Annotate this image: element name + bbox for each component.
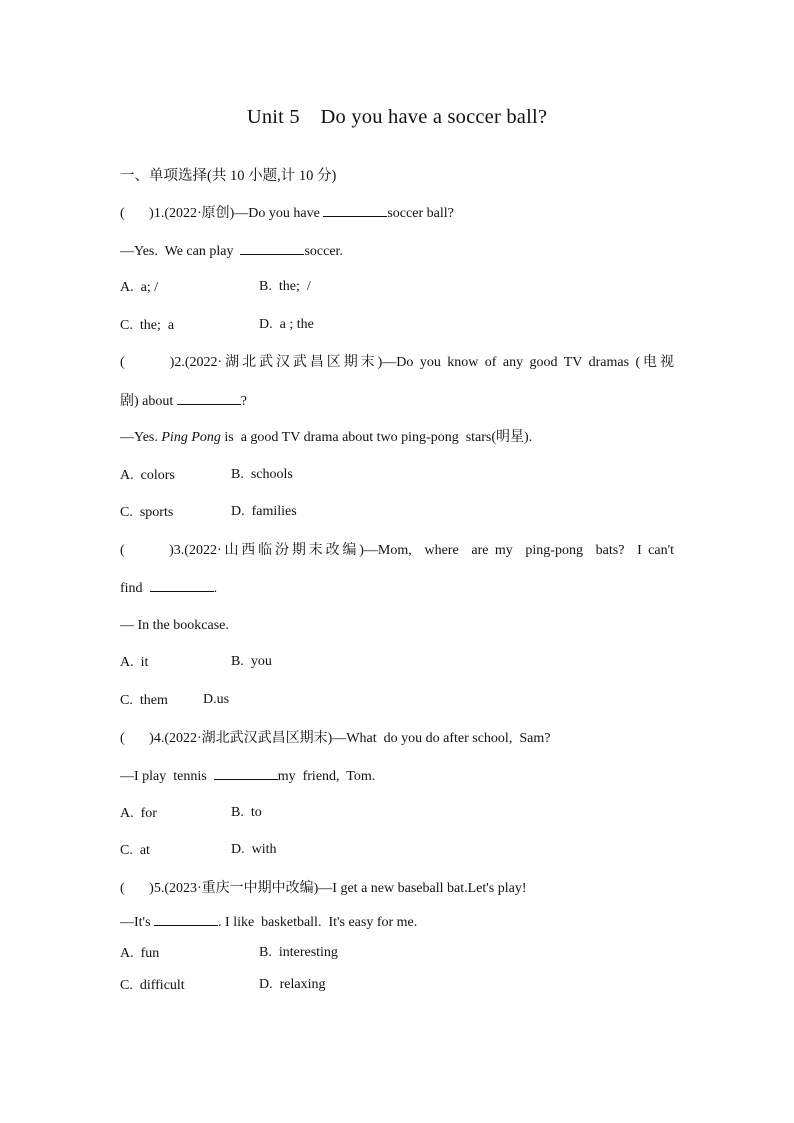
reply-text: —Yes. We can play (120, 244, 241, 259)
option-b: B. the; / (259, 279, 311, 294)
reply-tail: my friend, Tom. (277, 769, 376, 784)
option-c: C. the; a (120, 318, 175, 333)
reply-text: —It's (120, 915, 155, 930)
reply-prefix: —Yes. (120, 430, 162, 445)
question-2-continued (120, 392, 247, 411)
section-heading: 一、单项选择(共 10 小题,计 10 分) (120, 168, 337, 184)
reply-tail: . I like basketball. It's easy for me. (218, 915, 418, 930)
question-3-stem: find (120, 581, 150, 596)
question-3-continued (120, 579, 217, 598)
option-b: B. you (231, 654, 272, 669)
question-3: ( )3.(2022·山西临汾期末改编)—Mom, where are my ping-pong bats? I can't (120, 543, 674, 558)
question-4-reply (120, 767, 375, 786)
reply-tail: soccer. (304, 244, 343, 259)
option-b: B. to (231, 805, 262, 820)
option-d: D. with (231, 842, 277, 857)
option-c: C. at (120, 843, 150, 858)
question-1-stem: ( )1.(2022·原创)—Do you have (120, 206, 324, 221)
question-3-tail: . (213, 581, 218, 596)
option-c: C. sports (120, 505, 174, 520)
option-a: A. colors (120, 468, 175, 483)
option-d: D. relaxing (259, 977, 326, 992)
answer-blank (154, 913, 218, 926)
answer-blank (240, 242, 304, 255)
question-4: ( )4.(2022·湖北武汉武昌区期末)—What do you do after school, Sam? (120, 731, 551, 746)
option-a: A. a; / (120, 280, 159, 295)
page-title: Unit 5 Do you have a soccer ball? (246, 106, 548, 128)
reply-text: —I play tennis (120, 769, 214, 784)
question-1-tail: soccer ball? (387, 206, 454, 221)
option-d: D.us (203, 692, 230, 707)
option-a: A. for (120, 806, 157, 821)
question-5-reply (120, 913, 417, 932)
question-1 (120, 204, 454, 223)
question-1-reply (120, 242, 343, 261)
question-2-reply (120, 429, 532, 447)
drama-title: Ping Pong (161, 430, 221, 445)
question-3-reply: — In the bookcase. (120, 618, 229, 633)
question-5: ( )5.(2023·重庆一中期中改编)—I get a new baseball bat.Let's play! (120, 881, 527, 896)
option-c: C. them (120, 693, 168, 708)
option-b: B. schools (231, 467, 293, 482)
reply-suffix: is a good TV drama about two ping-pong stars(明星). (220, 430, 533, 445)
option-a: A. it (120, 655, 149, 670)
answer-blank (323, 204, 387, 217)
answer-blank (150, 579, 214, 592)
question-2-tail: ? (240, 394, 247, 409)
option-d: D. a ; the (259, 317, 314, 332)
question-2: ( )2.(2022·湖北武汉武昌区期末)—Do you know of any good TV dramas (电视 (120, 355, 674, 370)
option-d: D. families (231, 504, 297, 519)
option-a: A. fun (120, 946, 160, 961)
option-b: B. interesting (259, 945, 338, 960)
answer-blank (214, 767, 278, 780)
answer-blank (177, 392, 241, 405)
option-c: C. difficult (120, 978, 185, 993)
question-2-stem: 剧) about (120, 394, 177, 409)
